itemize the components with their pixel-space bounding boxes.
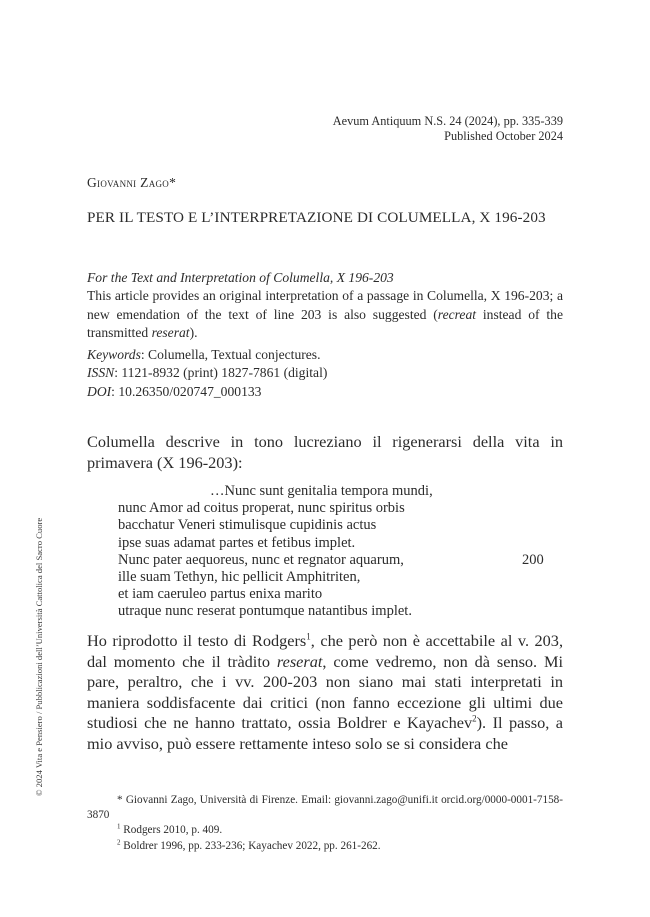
verse-line: nunc Amor ad coitus properat, nunc spiritus orbis: [118, 500, 405, 517]
footnote-text: Rodgers 2010, p. 409.: [120, 824, 223, 837]
abstract: [87, 269, 563, 343]
body-text-part: , come vedremo, non dà senso. Mi pare, peraltro, che i vv. 200-203 non siano mai stati interpretati in maniera soddisfacente dai critici (non fanno eccezione gli ultimi due studiosi che ne hanno trattato, ossia Boldrer e Kayachev: [87, 651, 563, 733]
verse-line: utraque nunc reserat pontumque natantibus implet.: [118, 603, 412, 620]
footnote-1: [87, 823, 563, 838]
footnote-mark: 2: [117, 837, 121, 846]
abstract-text: [87, 287, 563, 342]
footnote-ref-2[interactable]: 2: [472, 713, 477, 724]
doi-value: : 10.26350/020747_000133: [111, 383, 262, 399]
footnote-ref-1[interactable]: 1: [306, 631, 311, 642]
publication-date: Published October 2024: [444, 128, 563, 143]
verse-line-200: [118, 552, 578, 569]
author-footnote: * Giovanni Zago, Università di Firenze. Email: giovanni.zago@unifi.it orcid.org/0000-0001-7158-3870: [87, 794, 563, 822]
keywords-value: : Columella, Textual conjectures.: [140, 347, 321, 362]
body-text-part: , che però non è accettabile al v. 203, dal momento che il tràdito: [87, 631, 564, 671]
article-title: PER IL TESTO E L’INTERPRETAZIONE DI COLUMELLA, X 196-203: [87, 209, 546, 226]
verse-line: …Nunc sunt genitalia tempora mundi,: [210, 483, 433, 499]
english-title: For the Text and Interpretation of Columella, X 196-203: [87, 270, 394, 285]
footnote-2: [87, 839, 563, 854]
body-paragraph: [87, 631, 563, 755]
doi-label: DOI: [87, 383, 112, 399]
line-number: 200: [522, 551, 544, 568]
footnotes: [87, 793, 563, 854]
abstract-emphasis: recreat: [437, 306, 477, 322]
verse-line: Nunc pater aequoreus, nunc et regnator aquarum,: [118, 551, 404, 568]
abstract-text-part: ).: [189, 325, 198, 341]
abstract-emphasis: reserat: [151, 325, 190, 341]
intro-paragraph: Columella descrive in tono lucreziano il rigenerarsi della vita in primavera (X 196-203):: [87, 432, 563, 472]
verse-line: ille suam Tethyn, hic pellicit Amphitriten,: [118, 569, 361, 586]
doi: [87, 383, 327, 401]
issn-label: ISSN: [87, 365, 115, 381]
author-name: Giovanni Zago*: [87, 175, 177, 190]
keywords-label: Keywords: [87, 347, 141, 362]
verse-line: et iam caeruleo partus enixa marito: [118, 586, 323, 603]
abstract-text-part: This article provides an original interpretation of a passage in Columella, X 196-203; a new emendation of the text of line 203 is also suggested (: [87, 288, 563, 322]
issn-value: : 1121-8932 (print) 1827-7861 (digital): [114, 365, 328, 381]
body-emphasis: reserat: [276, 651, 323, 671]
keywords: [87, 346, 327, 364]
body-text-part: Ho riprodotto il testo di Rodgers: [87, 631, 307, 650]
footnote-text: Boldrer 1996, pp. 233-236; Kayachev 2022, pp. 261-262.: [120, 839, 381, 852]
body-text-part: ). Il passo, a mio avviso, può essere rettamente inteso solo se si considera che: [87, 713, 564, 753]
journal-issue: Aevum Antiquum N.S. 24 (2024), pp. 335-339: [332, 114, 563, 128]
journal-citation: [333, 114, 563, 143]
copyright-sidebar: © 2024 Vita e Pensiero / Pubblicazioni dell’Università Cattolica del Sacro Cuore: [34, 517, 44, 796]
abstract-text-part: instead of the transmitted: [87, 306, 563, 341]
footnote-mark: 1: [117, 822, 121, 831]
verse-line: bacchatur Veneri stimulisque cupidinis actus: [118, 517, 377, 534]
issn: [87, 364, 327, 382]
verse-quotation: [118, 483, 578, 621]
article-metadata: [87, 346, 327, 401]
verse-line: ipse suas adamat partes et fetibus implet.: [118, 534, 356, 551]
